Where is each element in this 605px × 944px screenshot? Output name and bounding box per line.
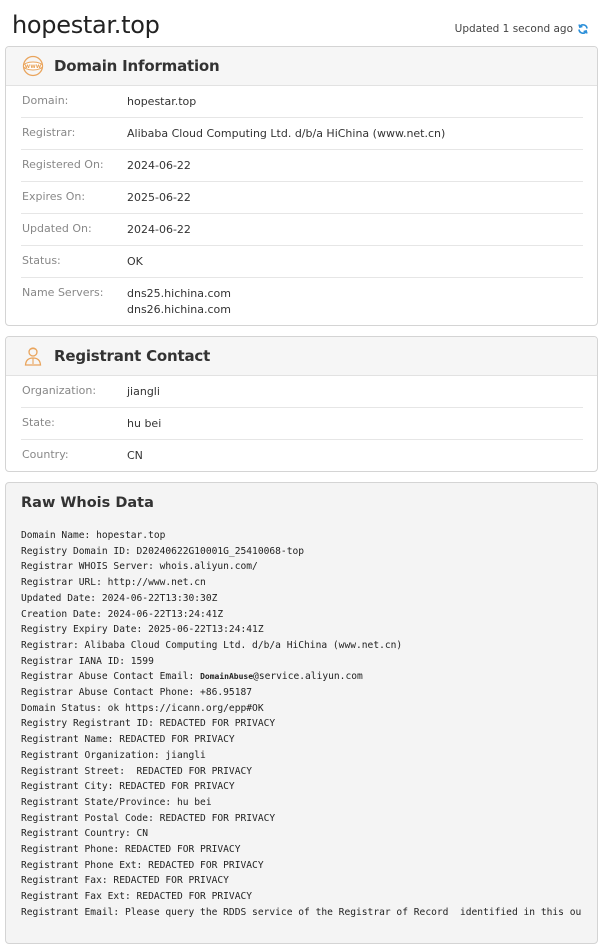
row-label: Registered On: bbox=[22, 158, 104, 171]
raw-line: Registrant Organization: jiangli bbox=[21, 749, 206, 761]
row-value bbox=[127, 246, 143, 277]
raw-whois-panel bbox=[5, 482, 598, 944]
raw-line: Creation Date: 2024-06-22T13:24:41Z bbox=[21, 608, 224, 620]
row-label: Country: bbox=[22, 448, 69, 461]
domain-information-header bbox=[6, 47, 597, 86]
row-value bbox=[127, 118, 445, 149]
svg-text:www: www bbox=[24, 63, 42, 71]
domain-information-panel bbox=[5, 46, 598, 326]
info-row bbox=[21, 376, 583, 408]
raw-line: Registrant City: REDACTED FOR PRIVACY bbox=[21, 781, 235, 793]
raw-line: Domain Status: ok https://icann.org/epp#OK bbox=[21, 702, 264, 714]
info-row bbox=[21, 118, 583, 150]
raw-line: Registrant Fax Ext: REDACTED FOR PRIVACY bbox=[21, 891, 253, 903]
info-row bbox=[21, 440, 583, 471]
raw-line: Registrar IANA ID: 1599 bbox=[21, 655, 154, 667]
raw-line: Registry Registrant ID: REDACTED FOR PRIVACY bbox=[21, 718, 276, 730]
raw-line: Registrant Phone Ext: REDACTED FOR PRIVACY bbox=[21, 859, 264, 871]
domain-title: hopestar.top bbox=[12, 11, 160, 39]
page-header bbox=[0, 0, 605, 46]
row-value-line: jiangli bbox=[127, 385, 160, 398]
raw-line: Registrar Abuse Contact Email: DomainAbuse@service.aliyun.com bbox=[21, 671, 363, 683]
raw-line: Registrar Abuse Contact Phone: +86.95187 bbox=[21, 687, 253, 699]
updated-text: Updated 1 second ago bbox=[454, 23, 573, 35]
raw-line: Registrant Email: Please query the RDDS service of the Registrar of Record identified in this ou bbox=[21, 906, 582, 918]
info-row bbox=[21, 214, 583, 246]
row-value bbox=[127, 440, 143, 471]
row-value bbox=[127, 150, 191, 181]
raw-line: Domain Name: hopestar.top bbox=[21, 530, 166, 541]
row-label: Expires On: bbox=[22, 190, 86, 203]
raw-whois-text[interactable] bbox=[6, 523, 597, 921]
row-value bbox=[127, 376, 160, 407]
updated-status[interactable] bbox=[455, 23, 589, 35]
info-row bbox=[21, 86, 583, 118]
raw-line: Registrar: Alibaba Cloud Computing Ltd. d/b/a HiChina (www.net.cn) bbox=[21, 639, 403, 651]
raw-line: Registrar URL: http://www.net.cn bbox=[21, 577, 206, 589]
refresh-icon[interactable] bbox=[577, 23, 589, 35]
info-row bbox=[21, 278, 583, 325]
info-row bbox=[21, 150, 583, 182]
row-value-line: 2024-06-22 bbox=[127, 159, 191, 172]
registrant-contact-panel bbox=[5, 336, 598, 472]
row-label: Domain: bbox=[22, 94, 69, 107]
row-label: Registrar: bbox=[22, 126, 76, 139]
row-value-line: OK bbox=[127, 255, 143, 268]
raw-line: Registrant Street: REDACTED FOR PRIVACY bbox=[21, 765, 253, 777]
raw-line: Registrant State/Province: hu bei bbox=[21, 796, 212, 808]
row-value bbox=[127, 408, 161, 439]
raw-line: Registry Domain ID: D20240622G10001G_25410068-top bbox=[21, 545, 305, 557]
row-value bbox=[127, 182, 191, 213]
raw-line: Registrar WHOIS Server: whois.aliyun.com/ bbox=[21, 561, 258, 573]
raw-line: Registrant Postal Code: REDACTED FOR PRIVACY bbox=[21, 812, 276, 824]
row-value-line: hu bei bbox=[127, 417, 162, 430]
info-row bbox=[21, 182, 583, 214]
row-value-line: dns26.hichina.com bbox=[127, 303, 231, 316]
raw-line: Registrant Phone: REDACTED FOR PRIVACY bbox=[21, 844, 241, 856]
panel-title: Raw Whois Data bbox=[21, 495, 154, 511]
row-value-line: Alibaba Cloud Computing Ltd. d/b/a HiChina (www.net.cn) bbox=[127, 127, 446, 140]
raw-line: Updated Date: 2024-06-22T13:30:30Z bbox=[21, 592, 218, 604]
row-value-line: 2025-06-22 bbox=[127, 191, 191, 204]
info-row bbox=[21, 408, 583, 440]
row-value bbox=[127, 86, 196, 117]
row-label: Name Servers: bbox=[22, 286, 104, 299]
www-globe-icon bbox=[22, 55, 44, 77]
raw-line: Registry Expiry Date: 2025-06-22T13:24:41Z bbox=[21, 624, 264, 636]
row-label: Organization: bbox=[22, 384, 97, 397]
row-value-line: dns25.hichina.com bbox=[127, 287, 231, 300]
row-label: Status: bbox=[22, 254, 61, 267]
panel-title: Registrant Contact bbox=[54, 347, 211, 365]
row-value bbox=[127, 278, 231, 325]
person-icon bbox=[22, 345, 44, 367]
registrant-contact-header bbox=[6, 337, 597, 376]
raw-whois-header bbox=[6, 483, 597, 523]
row-value-line: hopestar.top bbox=[127, 95, 197, 108]
info-row bbox=[21, 246, 583, 278]
row-value bbox=[127, 214, 191, 245]
registrant-rows bbox=[6, 376, 597, 471]
domain-info-rows bbox=[6, 86, 597, 325]
row-value-line: CN bbox=[127, 449, 143, 462]
row-label: State: bbox=[22, 416, 55, 429]
raw-line: Registrant Country: CN bbox=[21, 828, 149, 840]
panel-title: Domain Information bbox=[54, 57, 220, 75]
row-value-line: 2024-06-22 bbox=[127, 223, 191, 236]
raw-line: Registrant Name: REDACTED FOR PRIVACY bbox=[21, 734, 235, 746]
row-label: Updated On: bbox=[22, 222, 92, 235]
raw-line: Registrant Fax: REDACTED FOR PRIVACY bbox=[21, 875, 229, 887]
